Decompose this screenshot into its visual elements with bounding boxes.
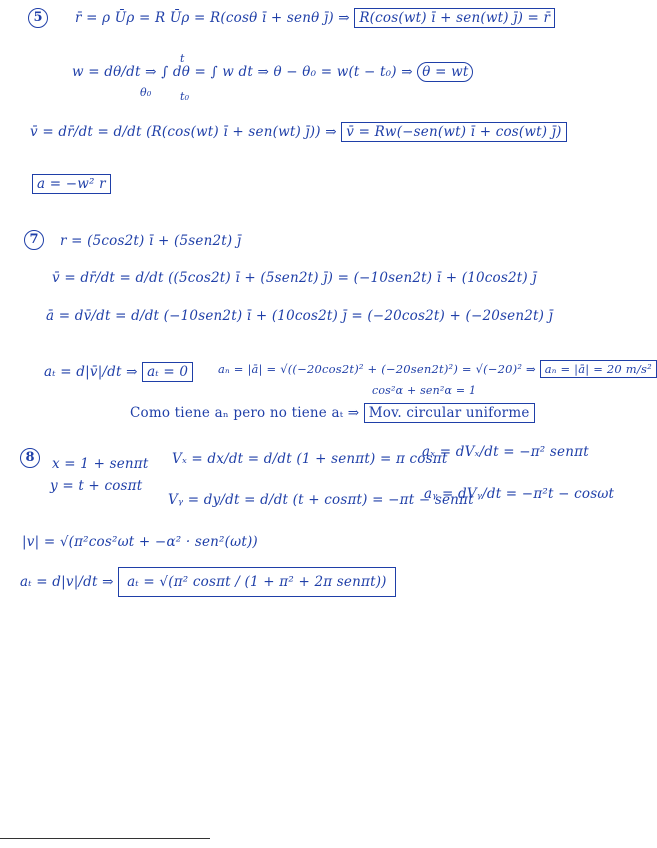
p7-at-derivation: aₜ = d|v̄|/dt ⇒ (44, 364, 138, 380)
p7-an-derivation: aₙ = |ā| = √((−20cos2t)² + (−20sen2t)²) = √(−20)² ⇒ (218, 362, 536, 376)
p5-lower-limit-theta: θ₀ (140, 86, 152, 99)
p5-position-derivation: r̄ = ρ Ūρ = R Ūρ = R(cosθ ī + senθ j̄) ⇒ (75, 10, 350, 26)
p5-angle-derivation: w = dθ/dt ⇒ ∫ dθ = ∫ w dt ⇒ θ − θ₀ = w(t − t₀) ⇒ (72, 64, 413, 80)
p5-velocity (30, 124, 567, 140)
p5-acceleration-result: a = −w² r (32, 174, 111, 194)
problem-7-number: 7 (24, 230, 44, 250)
p7-tangential-acc (44, 364, 193, 380)
p5-velocity-result: v̄ = Rw(−sen(wt) ī + cos(wt) j̄) (341, 122, 566, 142)
p5-lower-limit-t: t₀ (180, 90, 190, 103)
p8-x: x = 1 + senπt (52, 456, 149, 472)
p8-tangential-acc (20, 574, 396, 590)
p5-angular-velocity (72, 64, 473, 80)
p5-velocity-derivation: v̄ = dr̄/dt = d/dt (R(cos(wt) ī + sen(wt) j̄)) ⇒ (30, 124, 337, 140)
p7-position: r = (5cos2t) ī + (5sen2t) j̄ (60, 233, 242, 249)
p8-ay: aᵧ = dVᵧ/dt = −π²t − cosωt (424, 486, 615, 502)
p5-upper-limit-t: t (180, 52, 185, 65)
p7-normal-acc (218, 362, 657, 376)
p7-at-result: aₜ = 0 (142, 362, 193, 382)
p8-vy: Vᵧ = dy/dt = d/dt (t + cosπt) = −πt − senπt (168, 492, 474, 508)
p7-conclusion (130, 405, 535, 421)
problem-8-number: 8 (20, 448, 40, 468)
p7-acceleration: ā = dv̄/dt = d/dt (−10sen2t) ī + (10cos2t) j̄ = (−20cos2t) + (−20sen2t) j̄ (46, 308, 554, 324)
p7-identity: cos²α + sen²α = 1 (372, 384, 477, 397)
p5-position-vector (75, 10, 555, 26)
p5-position-result: R(cos(wt) ī + sen(wt) j̄) = r̄ (354, 8, 555, 28)
page-bottom-rule (0, 838, 210, 839)
p8-at-result: aₜ = √(π² cosπt / (1 + π² + 2π senπt)) (118, 567, 396, 597)
problem-5-number: 5 (28, 8, 48, 28)
p8-speed: |v| = √(π²cos²ωt + −α² · sen²(ωt)) (22, 534, 258, 550)
p8-ax: aₓ = dVₓ/dt = −π² senπt (422, 444, 589, 460)
p7-an-result: aₙ = |ā| = 20 m/s² (540, 360, 657, 378)
p8-vx: Vₓ = dx/dt = d/dt (1 + senπt) = π cosπt (172, 451, 448, 467)
p8-at-derivation: aₜ = d|v|/dt ⇒ (20, 574, 114, 590)
p5-acceleration (32, 176, 111, 192)
p7-conclusion-result: Mov. circular uniforme (364, 403, 535, 423)
p7-velocity: v̄ = dr̄/dt = d/dt ((5cos2t) ī + (5sen2t) j̄) = (−10sen2t) ī + (10cos2t) j̄ (52, 270, 537, 286)
p7-conclusion-text: Como tiene aₙ pero no tiene aₜ ⇒ (130, 405, 360, 421)
p8-y: y = t + cosπt (50, 478, 143, 494)
p5-angle-result: θ = wt (417, 62, 473, 82)
